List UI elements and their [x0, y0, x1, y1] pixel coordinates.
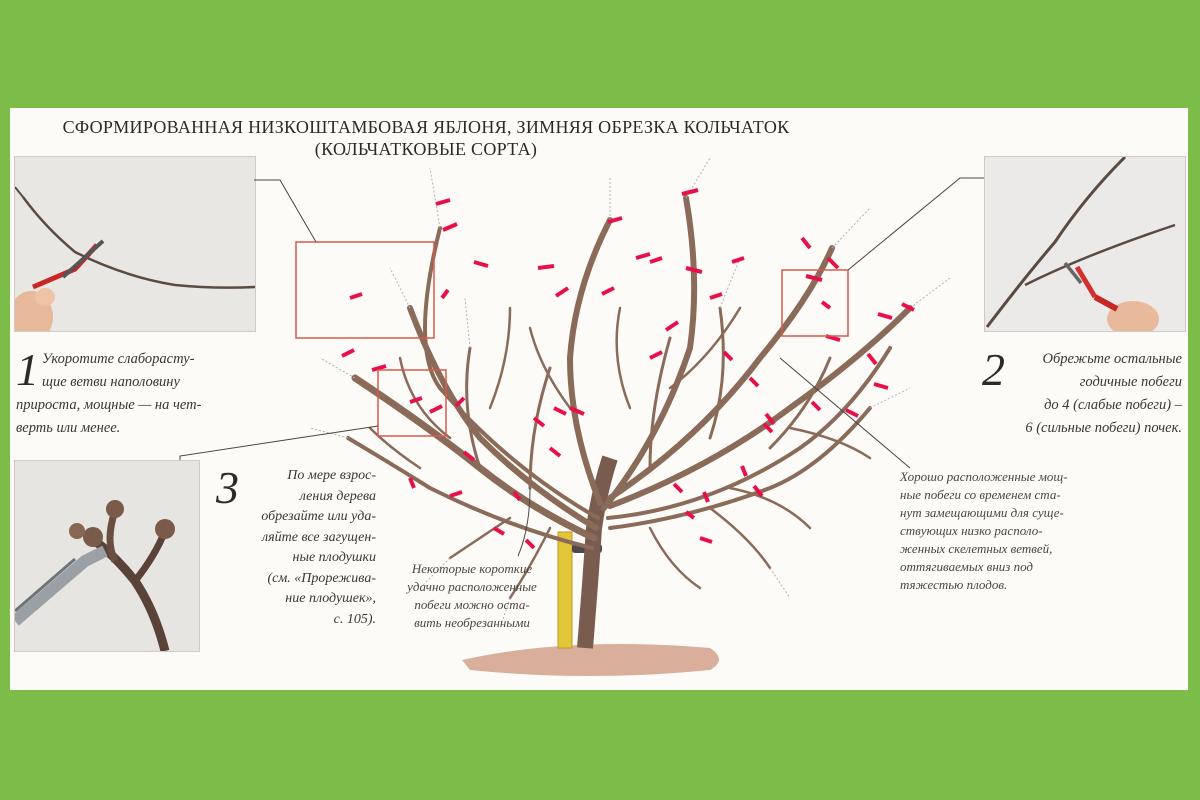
illustration-sheet [10, 108, 1188, 690]
step-3-line: с. 105). [333, 611, 376, 627]
step-3-line: ления дерева [299, 488, 376, 504]
step-1-line: щие ветви наполовину [42, 374, 180, 390]
shoot-tips [310, 158, 950, 628]
step-3-caption [216, 462, 376, 630]
step-3-line: обрезайте или уда- [261, 509, 376, 524]
tree-trunk [585, 458, 610, 648]
step-1-number: 1 [16, 344, 39, 395]
step-3-line: По мере взрос- [287, 468, 376, 483]
note-short-shoots-line: побеги можно оста- [414, 597, 530, 612]
step-2-line: 6 (сильные побеги) почек. [1025, 420, 1182, 436]
step-2-line: до 4 (слабые побеги) – [1044, 397, 1182, 413]
step-1-line: Укоротите слабораcту- [42, 351, 195, 367]
title-line-2: (КОЛЬЧАТКОВЫЕ СОРТА) [314, 139, 538, 159]
tree-branches [348, 198, 910, 598]
note-strong-shoots-line: нут замещающими для суще- [900, 505, 1064, 520]
step-1-caption [16, 344, 226, 440]
note-strong-shoots-line: Хорошо расположенные мощ- [900, 469, 1068, 484]
step-1-line: верть или менее. [16, 420, 121, 436]
note-strong-shoots [900, 468, 1080, 594]
cut-markers [342, 190, 914, 548]
step-2-line: Обрежьте остальные [1042, 351, 1182, 367]
note-short-shoots [392, 560, 552, 632]
note-strong-shoots-line: тяжестью плодов. [900, 577, 1008, 592]
note-strong-shoots-line: ные побеги со временем ста- [900, 487, 1061, 502]
step-3-line: ние плодушек», [285, 591, 376, 606]
note-short-shoots-line: удачно расположенные [407, 579, 537, 594]
step-3-line: ляйте все загущен- [262, 529, 376, 545]
title-line-1: СФОРМИРОВАННАЯ НИЗКОШТАМБОВАЯ ЯБЛОНЯ, ЗИМНЯЯ ОБРЕЗКА КОЛЬЧАТОК [62, 117, 790, 137]
ground-mound [462, 644, 719, 676]
step-3-line: ные плодушки [292, 550, 376, 565]
step-2-caption [982, 344, 1182, 440]
note-strong-shoots-line: оттягиваемых вниз под [900, 559, 1033, 574]
step-2-number: 2 [982, 344, 1005, 395]
note-short-shoots-line: Некоторые короткие [411, 561, 533, 576]
step-3-number: 3 [216, 462, 239, 513]
step-1-line: прироста, мощные — на чет- [16, 397, 202, 413]
step-3-line: (см. «Прореживa- [267, 570, 376, 586]
note-short-shoots-line: вить необрезанными [414, 615, 530, 630]
note-strong-shoots-line: ствующих низко располо- [900, 523, 1043, 538]
note-strong-shoots-line: женных скелетных ветвей, [900, 541, 1053, 556]
support-stake [558, 532, 572, 648]
step-2-line: годичные побеги [1079, 374, 1182, 390]
